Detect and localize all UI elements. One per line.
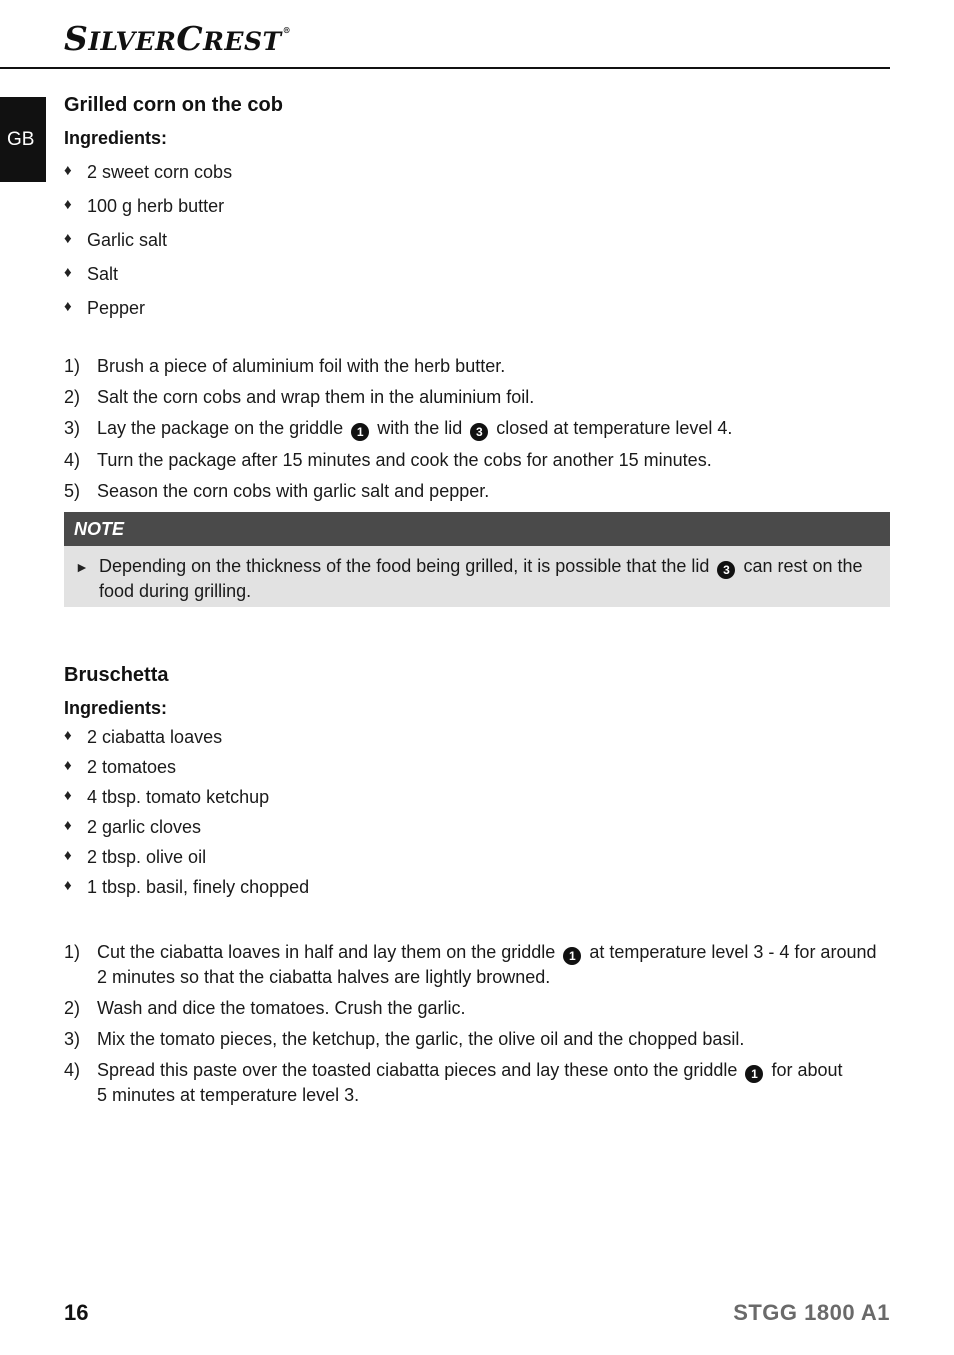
language-tab: GB [0, 97, 46, 182]
list-item: ♦ Garlic salt [64, 230, 168, 250]
brand-logo: SILVERCREST® [64, 19, 292, 58]
section-title-bruschetta: Bruschetta [64, 664, 169, 686]
diamond-bullet-icon: ♦ [64, 787, 72, 804]
list-item: ♦ 2 ciabatta loaves [64, 727, 223, 747]
step-item: 2) Wash and dice the tomatoes. Crush the garlic. [64, 998, 466, 1018]
note-label: NOTE [64, 512, 890, 546]
diamond-bullet-icon: ♦ [64, 757, 72, 774]
ingredients-heading-corn: Ingredients: [64, 128, 168, 148]
list-item: ♦ Pepper [64, 298, 146, 318]
diamond-bullet-icon: ♦ [64, 817, 72, 834]
part-ref-icon: 1 [745, 1065, 763, 1083]
step-item: 4) Spread this paste over the toasted ciabatta pieces and lay these onto the griddle 1 for about 5 minutes at temperature level 3. [64, 1060, 843, 1105]
model-number: STGG 1800 A1 [733, 1300, 890, 1325]
steps-list-corn [64, 354, 732, 503]
diamond-bullet-icon: ♦ [64, 847, 72, 864]
step-item: 4) Turn the package after 15 minutes and cook the cobs for another 15 minutes. [64, 450, 712, 470]
page-number: 16 [64, 1300, 89, 1325]
diamond-bullet-icon: ♦ [64, 264, 72, 281]
part-ref-icon: 1 [563, 947, 581, 965]
list-item: ♦ 2 tbsp. olive oil [64, 847, 207, 867]
step-item: 3) Lay the package on the griddle 1 with the lid 3 closed at temperature level 4. [64, 418, 733, 439]
step-item: 2) Salt the corn cobs and wrap them in the aluminium foil. [64, 387, 535, 407]
diamond-bullet-icon: ♦ [64, 298, 72, 315]
step-item: 1) Cut the ciabatta loaves in half and lay them on the griddle 1 at temperature level 3 - 4 for around 2 minutes so that the ciabatta halves are lightly browned. [64, 942, 877, 987]
note-text: ► Depending on the thickness of the food being grilled, it is possible that the lid 3 can rest on the food during grilling. [75, 556, 863, 601]
list-item: ♦ 100 g herb butter [64, 196, 225, 216]
part-ref-icon: 3 [470, 423, 488, 441]
arrow-bullet-icon: ► [75, 559, 89, 575]
diamond-bullet-icon: ♦ [64, 727, 72, 744]
diamond-bullet-icon: ♦ [64, 877, 72, 894]
note-box [64, 512, 890, 607]
step-item: 1) Brush a piece of aluminium foil with the herb butter. [64, 356, 506, 376]
step-item: 3) Mix the tomato pieces, the ketchup, the garlic, the olive oil and the chopped basil. [64, 1029, 745, 1049]
header-rule [0, 67, 890, 69]
ingredients-list-corn [64, 162, 232, 319]
ingredients-list-bruschetta [64, 727, 309, 898]
diamond-bullet-icon: ♦ [64, 230, 72, 247]
list-item: ♦ 2 tomatoes [64, 757, 177, 777]
part-ref-icon: 3 [717, 561, 735, 579]
part-ref-icon: 1 [351, 423, 369, 441]
list-item: ♦ Salt [64, 264, 119, 284]
list-item: ♦ 2 sweet corn cobs [64, 162, 233, 182]
step-item: 5) Season the corn cobs with garlic salt and pepper. [64, 481, 490, 501]
ingredients-heading-bruschetta: Ingredients: [64, 698, 168, 718]
diamond-bullet-icon: ♦ [64, 196, 72, 213]
list-item: ♦ 2 garlic cloves [64, 817, 202, 837]
list-item: ♦ 4 tbsp. tomato ketchup [64, 787, 270, 807]
steps-list-bruschetta [64, 940, 876, 1107]
section-title-corn: Grilled corn on the cob [64, 94, 283, 116]
list-item: ♦ 1 tbsp. basil, finely chopped [64, 877, 310, 897]
diamond-bullet-icon: ♦ [64, 162, 72, 179]
